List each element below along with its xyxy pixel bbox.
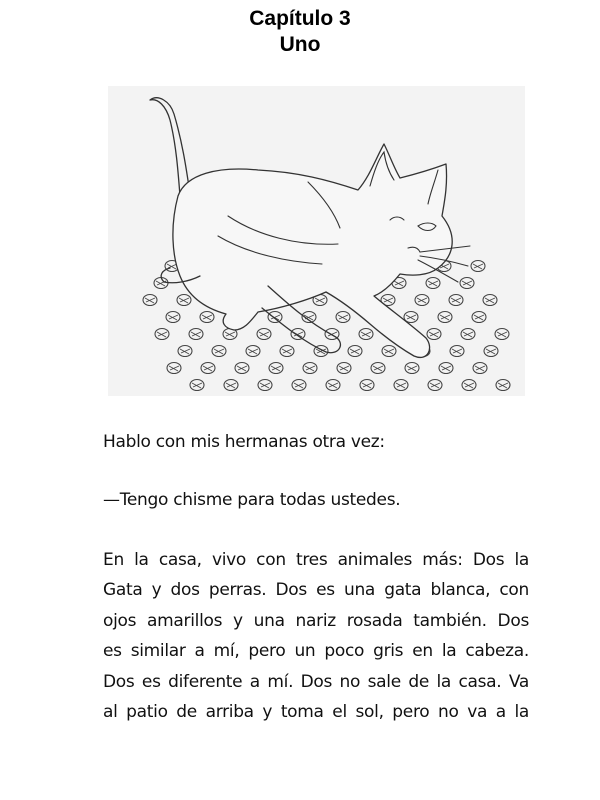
paragraph-dialogue: —Tengo chisme para todas ustedes. (103, 490, 401, 510)
body-line: al patio de arriba y toma el sol, pero no va a la (103, 702, 529, 723)
body-line: En la casa, vivo con tres animales más: Dos la (103, 550, 529, 570)
body-line: Dos es diferente a mí. Dos no sale de la casa. Va (103, 671, 529, 692)
paragraph-intro: Hablo con mis hermanas otra vez: (103, 432, 385, 452)
chapter-title: Uno (279, 33, 321, 56)
body-line: Gata y dos perras. Dos es una gata blanca, con (103, 580, 529, 601)
body-line: ojos amarillos y una nariz rosada también. Dos (103, 610, 529, 631)
body-line: es similar a mí, pero un poco gris en la cabeza. (103, 641, 529, 662)
chapter-heading (0, 6, 600, 58)
cat-sketch (108, 86, 525, 396)
paragraph-body (103, 545, 529, 727)
cat-illustration (108, 86, 525, 396)
chapter-number: Capítulo 3 (249, 7, 351, 30)
